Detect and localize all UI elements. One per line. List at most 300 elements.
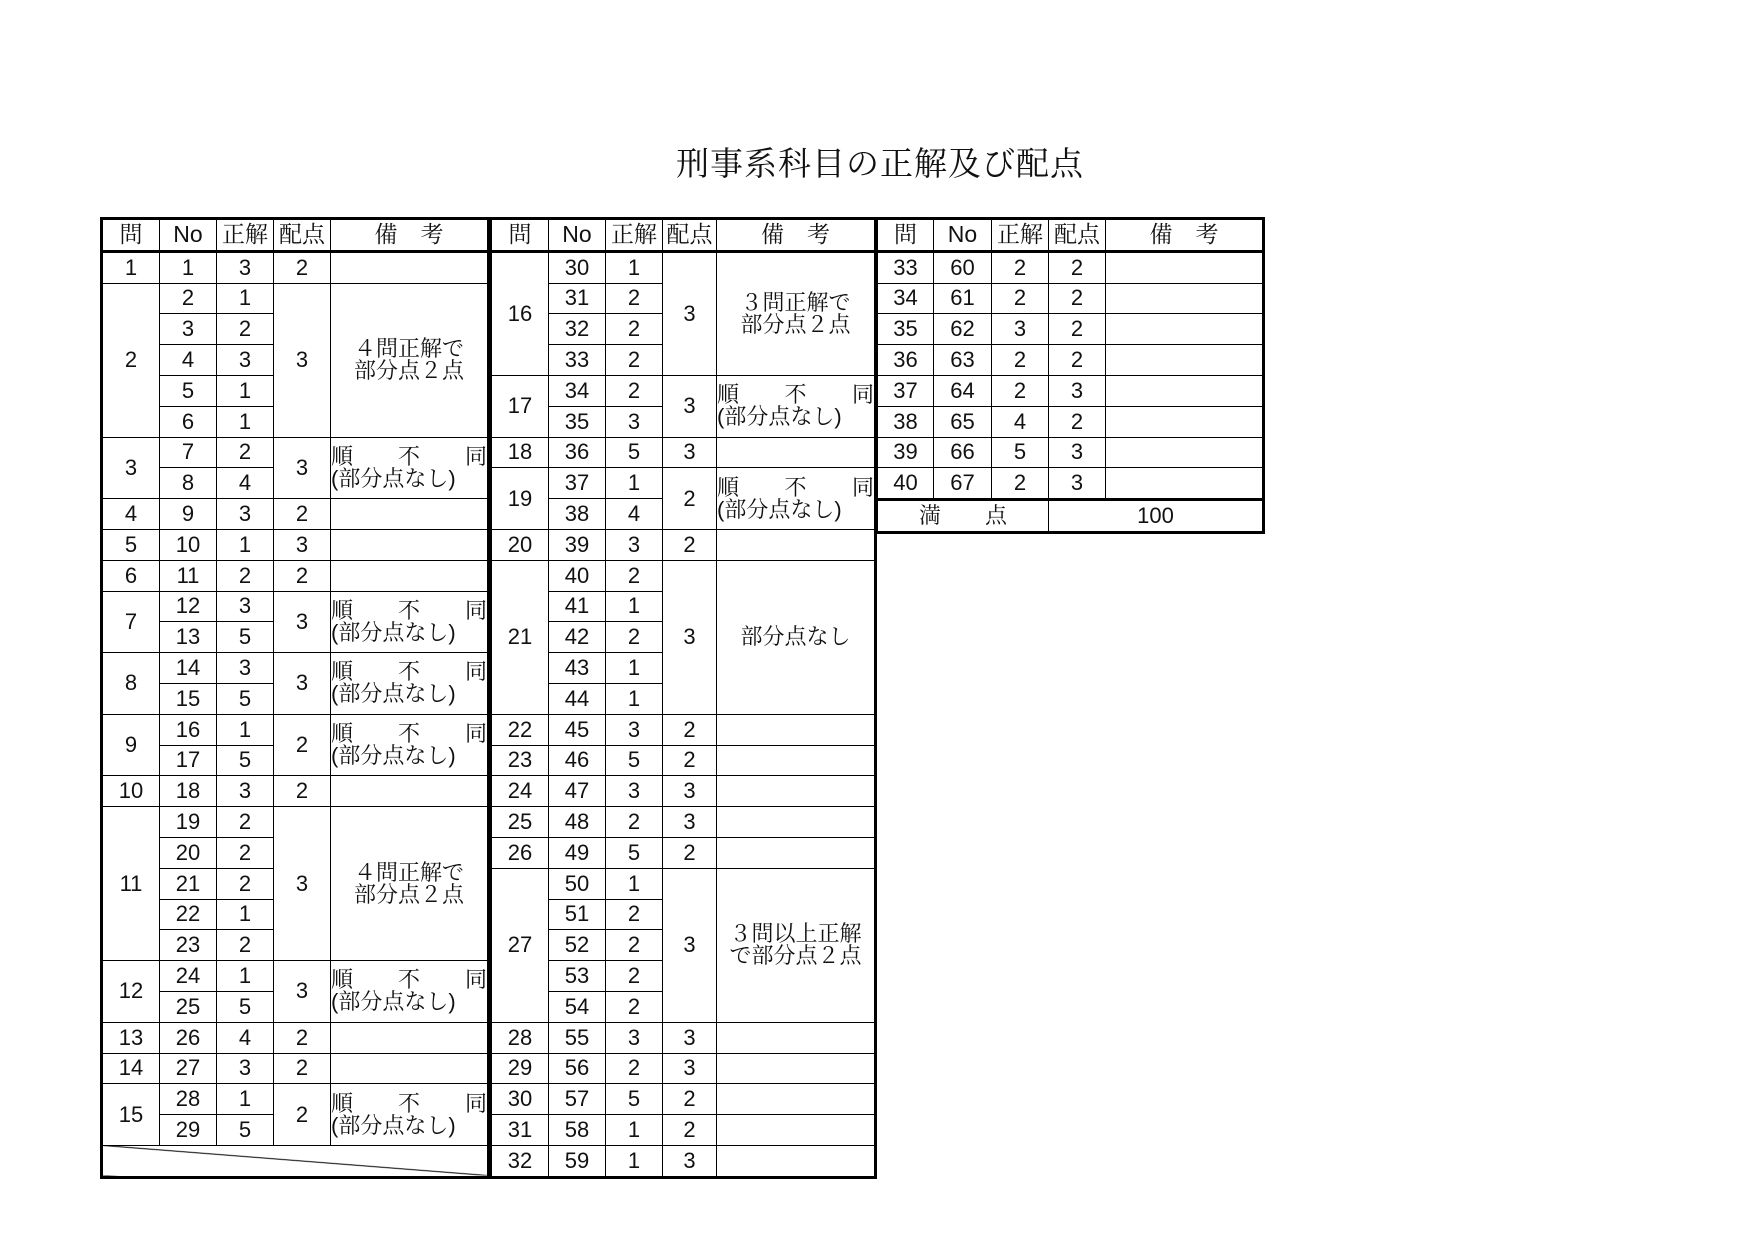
correct-answer: 2	[606, 1053, 663, 1084]
page-title: 刑事系科目の正解及び配点	[676, 144, 1084, 183]
question-number: 20	[491, 529, 549, 560]
item-number: 22	[160, 899, 217, 930]
points: 2	[663, 714, 717, 745]
correct-answer: 1	[217, 283, 274, 314]
item-number: 36	[549, 437, 606, 468]
question-number: 25	[491, 807, 549, 838]
table-row	[877, 375, 1264, 406]
correct-answer: 3	[217, 591, 274, 622]
table-row	[102, 1145, 489, 1177]
item-number: 11	[160, 560, 217, 591]
item-number: 47	[549, 776, 606, 807]
correct-answer: 1	[606, 468, 663, 499]
item-number: 21	[160, 868, 217, 899]
table-row	[102, 499, 489, 530]
correct-answer: 3	[217, 345, 274, 376]
remark-line: 順 不 同	[331, 967, 487, 993]
question-number: 5	[102, 529, 160, 560]
correct-answer: 1	[217, 406, 274, 437]
question-number: 19	[491, 468, 549, 530]
table-row	[102, 807, 489, 838]
correct-answer: 3	[992, 314, 1049, 345]
item-number: 57	[549, 1084, 606, 1115]
correct-answer: 5	[606, 837, 663, 868]
correct-answer: 2	[217, 930, 274, 961]
points: 2	[1049, 406, 1106, 437]
table-row	[491, 776, 876, 807]
question-number: 36	[877, 345, 934, 376]
points: 2	[663, 837, 717, 868]
points: 3	[663, 437, 717, 468]
points: 2	[1049, 345, 1106, 376]
remark-cell	[717, 560, 876, 714]
table-row	[491, 807, 876, 838]
item-number: 59	[549, 1145, 606, 1177]
remark-line: 部分点２点	[353, 358, 464, 384]
item-number: 9	[160, 499, 217, 530]
correct-answer: 2	[606, 930, 663, 961]
item-number: 31	[549, 283, 606, 314]
remark-cell	[331, 714, 489, 776]
header-no: No	[934, 219, 992, 252]
points: 2	[663, 1084, 717, 1115]
correct-answer: 2	[992, 283, 1049, 314]
item-number: 4	[160, 345, 217, 376]
table-row	[491, 468, 876, 499]
item-number: 49	[549, 837, 606, 868]
correct-answer: 2	[606, 345, 663, 376]
item-number: 29	[160, 1115, 217, 1146]
question-number: 34	[877, 283, 934, 314]
item-number: 52	[549, 930, 606, 961]
remark-cell	[331, 1084, 489, 1146]
question-number: 9	[102, 714, 160, 776]
item-number: 42	[549, 622, 606, 653]
remark-line: (部分点なし)	[717, 404, 842, 430]
remark-line: 部分点２点	[740, 311, 851, 337]
table-row	[102, 961, 489, 992]
correct-answer: 5	[217, 991, 274, 1022]
remark-line: (部分点なし)	[331, 743, 456, 769]
correct-answer: 1	[606, 1115, 663, 1146]
question-number: 2	[102, 283, 160, 437]
item-number: 62	[934, 314, 992, 345]
table-row	[877, 437, 1264, 468]
question-number: 12	[102, 961, 160, 1023]
points: 3	[663, 1053, 717, 1084]
correct-answer: 1	[217, 375, 274, 406]
header-answer: 正解	[606, 219, 663, 252]
points: 3	[274, 961, 331, 1023]
correct-answer: 1	[606, 868, 663, 899]
question-number: 37	[877, 375, 934, 406]
item-number: 43	[549, 653, 606, 684]
correct-answer: 3	[606, 406, 663, 437]
correct-answer: 1	[217, 714, 274, 745]
table-row	[491, 1115, 876, 1146]
item-number: 13	[160, 622, 217, 653]
remark-line: ４問正解で	[353, 859, 464, 885]
correct-answer: 1	[217, 961, 274, 992]
points: 2	[274, 714, 331, 776]
remark-line: (部分点なし)	[331, 681, 456, 707]
table-row	[491, 529, 876, 560]
item-number: 51	[549, 899, 606, 930]
item-number: 2	[160, 283, 217, 314]
table-row	[102, 529, 489, 560]
header-question: 問	[877, 219, 934, 252]
correct-answer: 2	[606, 807, 663, 838]
points: 3	[663, 1145, 717, 1177]
correct-answer: 3	[217, 653, 274, 684]
correct-answer: 3	[606, 1022, 663, 1053]
item-number: 34	[549, 375, 606, 406]
question-number: 17	[491, 375, 549, 437]
correct-answer: 3	[606, 776, 663, 807]
correct-answer: 2	[217, 868, 274, 899]
question-number: 28	[491, 1022, 549, 1053]
remark-cell	[717, 1053, 876, 1084]
correct-answer: 1	[606, 591, 663, 622]
points: 2	[274, 560, 331, 591]
table-row	[877, 406, 1264, 437]
correct-answer: 5	[606, 437, 663, 468]
item-number: 10	[160, 529, 217, 560]
correct-answer: 5	[992, 437, 1049, 468]
table-row	[102, 776, 489, 807]
item-number: 35	[549, 406, 606, 437]
correct-answer: 2	[606, 622, 663, 653]
item-number: 55	[549, 1022, 606, 1053]
question-number: 6	[102, 560, 160, 591]
correct-answer: 2	[992, 468, 1049, 500]
question-number: 24	[491, 776, 549, 807]
answer-table-right	[875, 217, 1265, 534]
question-number: 22	[491, 714, 549, 745]
question-number: 29	[491, 1053, 549, 1084]
question-number: 18	[491, 437, 549, 468]
remark-line: 順 不 同	[331, 1090, 487, 1116]
remark-line: (部分点なし)	[331, 1112, 456, 1138]
table-row	[102, 591, 489, 622]
header-remarks: 備 考	[1106, 219, 1264, 252]
points: 2	[1049, 314, 1106, 345]
correct-answer: 2	[606, 991, 663, 1022]
remark-cell	[1106, 283, 1264, 314]
correct-answer: 4	[217, 1022, 274, 1053]
table-row	[491, 714, 876, 745]
table-row	[491, 745, 876, 776]
question-number: 10	[102, 776, 160, 807]
item-number: 27	[160, 1053, 217, 1084]
item-number: 12	[160, 591, 217, 622]
table-row	[491, 437, 876, 468]
item-number: 6	[160, 406, 217, 437]
item-number: 32	[549, 314, 606, 345]
points: 3	[274, 437, 331, 499]
remark-cell	[1106, 468, 1264, 500]
item-number: 14	[160, 653, 217, 684]
table-body	[877, 251, 1264, 532]
remark-cell	[717, 807, 876, 838]
points: 3	[274, 591, 331, 653]
remark-cell	[717, 375, 876, 437]
table-row	[102, 560, 489, 591]
table-row	[102, 437, 489, 468]
correct-answer: 4	[217, 468, 274, 499]
remark-cell	[331, 437, 489, 499]
points: 2	[1049, 251, 1106, 283]
total-value: 100	[1049, 500, 1264, 533]
table-body	[102, 251, 489, 1177]
correct-answer: 2	[606, 375, 663, 406]
total-row	[877, 500, 1264, 533]
table-row	[491, 837, 876, 868]
points: 2	[663, 529, 717, 560]
remark-cell	[331, 653, 489, 715]
item-number: 28	[160, 1084, 217, 1115]
remark-cell	[1106, 251, 1264, 283]
correct-answer: 2	[217, 807, 274, 838]
points: 3	[663, 251, 717, 375]
question-number: 33	[877, 251, 934, 283]
remark-cell	[717, 437, 876, 468]
item-number: 25	[160, 991, 217, 1022]
points: 2	[663, 1115, 717, 1146]
correct-answer: 1	[606, 251, 663, 283]
remark-cell	[331, 251, 489, 283]
item-number: 56	[549, 1053, 606, 1084]
item-number: 40	[549, 560, 606, 591]
item-number: 63	[934, 345, 992, 376]
item-number: 39	[549, 529, 606, 560]
correct-answer: 4	[606, 499, 663, 530]
table-row	[102, 1084, 489, 1115]
points: 3	[274, 529, 331, 560]
remark-cell	[331, 560, 489, 591]
points: 2	[274, 1084, 331, 1146]
header-remarks: 備 考	[331, 219, 489, 252]
question-number: 39	[877, 437, 934, 468]
question-number: 16	[491, 251, 549, 375]
remark-line: 順 不 同	[717, 474, 874, 500]
points: 2	[274, 1022, 331, 1053]
remark-cell	[331, 283, 489, 437]
item-number: 44	[549, 683, 606, 714]
correct-answer: 2	[992, 251, 1049, 283]
remark-cell	[717, 714, 876, 745]
remark-cell	[717, 1115, 876, 1146]
item-number: 38	[549, 499, 606, 530]
header-question: 問	[491, 219, 549, 252]
question-number: 13	[102, 1022, 160, 1053]
remark-line: (部分点なし)	[717, 496, 842, 522]
table-row	[102, 714, 489, 745]
item-number: 67	[934, 468, 992, 500]
points: 3	[663, 776, 717, 807]
item-number: 53	[549, 961, 606, 992]
correct-answer: 3	[217, 1053, 274, 1084]
table-row	[102, 1022, 489, 1053]
correct-answer: 2	[992, 345, 1049, 376]
item-number: 7	[160, 437, 217, 468]
correct-answer: 3	[217, 499, 274, 530]
correct-answer: 5	[606, 1084, 663, 1115]
item-number: 45	[549, 714, 606, 745]
question-number: 32	[491, 1145, 549, 1177]
remark-line: 順 不 同	[717, 382, 874, 408]
correct-answer: 2	[217, 837, 274, 868]
points: 3	[663, 375, 717, 437]
table-row	[102, 653, 489, 684]
remark-cell	[717, 529, 876, 560]
question-number: 31	[491, 1115, 549, 1146]
remark-cell	[717, 251, 876, 375]
points: 3	[1049, 375, 1106, 406]
remark-cell	[717, 1145, 876, 1177]
table-row	[491, 375, 876, 406]
points: 3	[1049, 468, 1106, 500]
header-points: 配点	[1049, 219, 1106, 252]
correct-answer: 1	[217, 1084, 274, 1115]
remark-cell	[331, 591, 489, 653]
item-number: 20	[160, 837, 217, 868]
remark-cell	[717, 745, 876, 776]
question-number: 4	[102, 499, 160, 530]
table-row	[491, 1022, 876, 1053]
correct-answer: 5	[217, 1115, 274, 1146]
correct-answer: 1	[606, 683, 663, 714]
item-number: 41	[549, 591, 606, 622]
question-number: 26	[491, 837, 549, 868]
points: 3	[274, 283, 331, 437]
item-number: 30	[549, 251, 606, 283]
empty-diagonal-cell	[102, 1145, 489, 1177]
remark-line: (部分点なし)	[331, 619, 456, 645]
question-number: 23	[491, 745, 549, 776]
table-row	[491, 251, 876, 283]
item-number: 3	[160, 314, 217, 345]
item-number: 60	[934, 251, 992, 283]
remark-cell	[331, 1053, 489, 1084]
remark-cell	[717, 837, 876, 868]
correct-answer: 5	[606, 745, 663, 776]
table-row	[491, 868, 876, 899]
table-row	[877, 251, 1264, 283]
remark-cell	[331, 776, 489, 807]
item-number: 66	[934, 437, 992, 468]
remark-cell	[331, 807, 489, 961]
item-number: 24	[160, 961, 217, 992]
correct-answer: 2	[217, 314, 274, 345]
correct-answer: 5	[217, 622, 274, 653]
table-row	[877, 314, 1264, 345]
points: 2	[663, 468, 717, 530]
item-number: 18	[160, 776, 217, 807]
remark-cell	[1106, 375, 1264, 406]
correct-answer: 1	[606, 1145, 663, 1177]
header-answer: 正解	[217, 219, 274, 252]
points: 2	[1049, 283, 1106, 314]
header-points: 配点	[663, 219, 717, 252]
header-no: No	[160, 219, 217, 252]
remark-cell	[331, 529, 489, 560]
remark-line: で部分点２点	[729, 943, 862, 969]
table-row	[491, 560, 876, 591]
table-row	[491, 1145, 876, 1177]
item-number: 8	[160, 468, 217, 499]
remark-cell	[1106, 314, 1264, 345]
item-number: 37	[549, 468, 606, 499]
points: 3	[1049, 437, 1106, 468]
question-number: 40	[877, 468, 934, 500]
item-number: 64	[934, 375, 992, 406]
remark-line: (部分点なし)	[331, 989, 456, 1015]
correct-answer: 3	[217, 776, 274, 807]
answer-table-middle	[489, 217, 877, 1179]
item-number: 23	[160, 930, 217, 961]
table-row	[877, 468, 1264, 500]
remark-cell	[331, 1022, 489, 1053]
table-row	[102, 283, 489, 314]
remark-cell	[717, 1084, 876, 1115]
question-number: 38	[877, 406, 934, 437]
item-number: 48	[549, 807, 606, 838]
remark-line: (部分点なし)	[331, 465, 456, 491]
item-number: 5	[160, 375, 217, 406]
points: 3	[274, 807, 331, 961]
correct-answer: 2	[606, 961, 663, 992]
correct-answer: 3	[606, 529, 663, 560]
remark-cell	[331, 961, 489, 1023]
correct-answer: 2	[606, 314, 663, 345]
points: 3	[663, 807, 717, 838]
correct-answer: 1	[606, 653, 663, 684]
item-number: 50	[549, 868, 606, 899]
item-number: 19	[160, 807, 217, 838]
correct-answer: 1	[217, 529, 274, 560]
answer-table-left	[100, 217, 490, 1179]
points: 2	[274, 776, 331, 807]
question-number: 3	[102, 437, 160, 499]
remark-cell	[331, 499, 489, 530]
points: 3	[663, 560, 717, 714]
points: 3	[274, 653, 331, 715]
item-number: 17	[160, 745, 217, 776]
item-number: 16	[160, 714, 217, 745]
remark-cell	[1106, 437, 1264, 468]
table-header-row	[102, 219, 489, 252]
table-row	[877, 345, 1264, 376]
question-number: 8	[102, 653, 160, 715]
remark-line: 順 不 同	[331, 659, 487, 685]
remark-line: ４問正解で	[353, 336, 464, 362]
remark-cell	[717, 1022, 876, 1053]
question-number: 21	[491, 560, 549, 714]
correct-answer: 2	[606, 283, 663, 314]
header-points: 配点	[274, 219, 331, 252]
item-number: 26	[160, 1022, 217, 1053]
header-remarks: 備 考	[717, 219, 876, 252]
points: 2	[274, 499, 331, 530]
remark-line: ３問以上正解	[729, 921, 862, 947]
table-body	[491, 251, 876, 1177]
item-number: 15	[160, 683, 217, 714]
item-number: 65	[934, 406, 992, 437]
points: 2	[274, 1053, 331, 1084]
question-number: 11	[102, 807, 160, 961]
correct-answer: 5	[217, 745, 274, 776]
